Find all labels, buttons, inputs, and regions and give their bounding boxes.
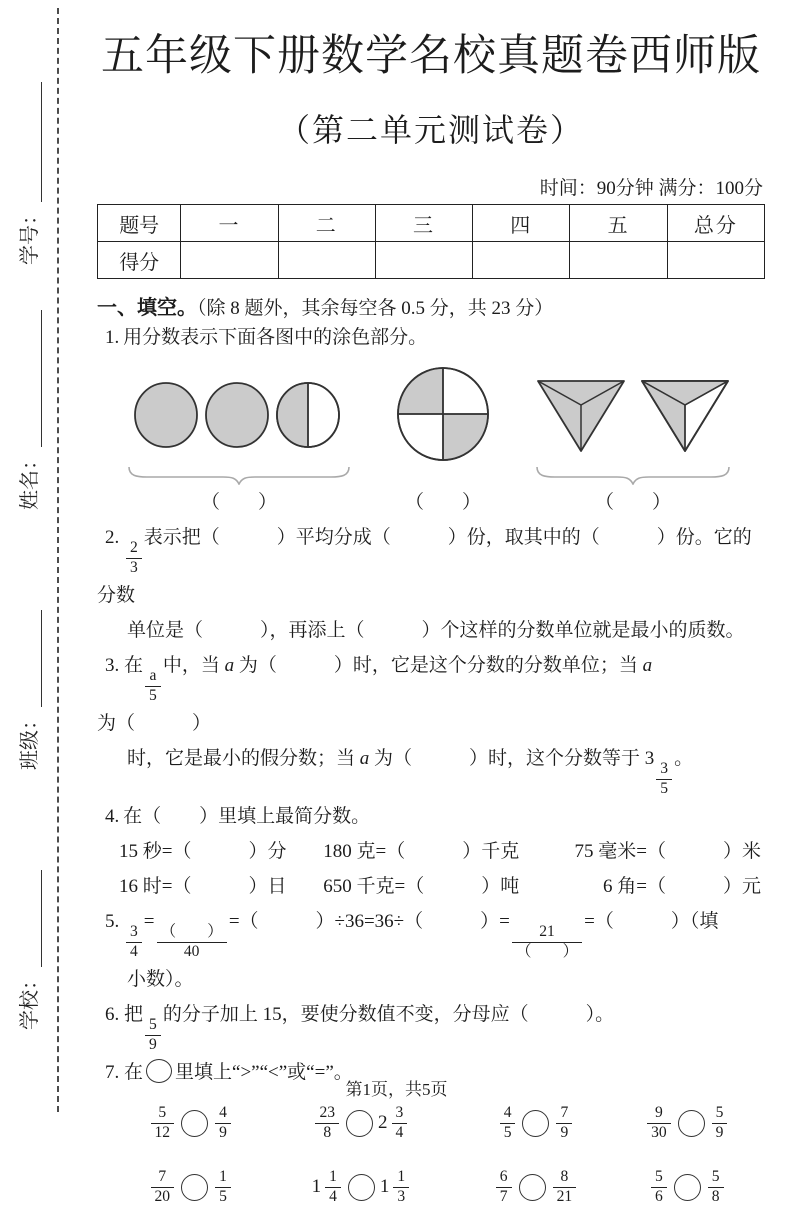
score-table-header-cell: 一 bbox=[181, 205, 278, 242]
school-label: 学校： bbox=[19, 970, 41, 1030]
fraction bbox=[151, 1168, 175, 1206]
comparison-blank-circle-icon bbox=[519, 1174, 546, 1201]
numerator: 6 bbox=[496, 1168, 512, 1188]
q3-number: 3. bbox=[105, 655, 120, 677]
fraction bbox=[215, 1104, 231, 1142]
score-cell bbox=[473, 242, 570, 279]
fraction bbox=[551, 1168, 579, 1206]
fraction bbox=[554, 1104, 574, 1142]
score-cell bbox=[375, 242, 472, 279]
score-table bbox=[97, 204, 765, 279]
q3-fraction: $\frac{a}{5}$ bbox=[145, 667, 161, 705]
figure-group-triangles bbox=[535, 365, 731, 514]
q7-number: 7. bbox=[105, 1061, 120, 1083]
section-1-heading bbox=[97, 291, 765, 320]
fraction bbox=[215, 1168, 231, 1206]
page-footer: 第1页，共5页 bbox=[345, 1080, 448, 1099]
unit-conversion-item: 16 时=（ ）日 bbox=[119, 876, 287, 897]
numerator: 4 bbox=[215, 1104, 231, 1124]
binding-line bbox=[57, 8, 59, 1112]
q7-comparison-grid bbox=[97, 1090, 765, 1207]
fraction bbox=[649, 1168, 669, 1206]
student-id-label: 学号： bbox=[19, 205, 41, 265]
triangles-graphic bbox=[535, 376, 731, 454]
numerator: 5 bbox=[712, 1104, 728, 1124]
numerator: 7 bbox=[151, 1168, 175, 1188]
question-1 bbox=[97, 320, 765, 514]
fraction bbox=[498, 1104, 518, 1142]
fraction bbox=[496, 1168, 512, 1206]
q1-blank-circles: （ ） bbox=[200, 492, 277, 514]
comparison-item bbox=[117, 1168, 264, 1206]
q5-fraction-3: $\frac{21}{( )}$ bbox=[512, 923, 582, 961]
page-title: 五年级下册数学名校真题卷西师版 bbox=[101, 33, 761, 80]
score-row-label: 得分 bbox=[98, 242, 181, 279]
unit-conversion-item: 75 毫米=（ ）米 bbox=[574, 840, 761, 862]
denominator: 5 bbox=[219, 1187, 227, 1205]
denominator: 12 bbox=[154, 1123, 171, 1141]
numerator: 1 bbox=[215, 1168, 231, 1188]
whole-number: 1 bbox=[379, 1176, 390, 1198]
page-subtitle: （第二单元测试卷） bbox=[277, 112, 584, 148]
sidebar-field-class bbox=[12, 610, 42, 770]
question-7: 7. 在 里填上“>”“<”或“=”。 $\frac{5}{12}$ $\frac{4}{9}$ $\frac{23}{8}$ 2 $\frac{3}{4}$ $\frac{4}{5}$ $\frac{7}{9}$ $\frac{9}{30}$ $\frac{5}{9}$ $\frac{7}{20}$ $\frac{1}{5}$ 1 $\frac{1}{4}$ 1 $\frac{1}{3}$ $\frac{6}{7}$ $\frac{8}{21}$ $\frac{5}{6}$ $\frac{5}{8}$ bbox=[97, 1055, 765, 1207]
comparison-blank-circle-icon bbox=[678, 1110, 705, 1137]
q5-middle: =（ ）÷36=36÷（ ）= bbox=[228, 911, 510, 933]
fraction bbox=[712, 1104, 728, 1142]
numerator: 3 bbox=[392, 1104, 408, 1124]
whole-number: 1 bbox=[311, 1176, 322, 1198]
comparison-blank-circle-icon bbox=[522, 1110, 549, 1137]
unit-conversion-item: 15 秒=（ ）分 bbox=[119, 840, 287, 862]
q1-figures bbox=[97, 365, 765, 514]
fraction bbox=[708, 1168, 724, 1206]
q2-line2: 单位是（ ），再添上（ ）个这样的分数单位就是最小的质数。 bbox=[127, 620, 745, 641]
comparison-item bbox=[458, 1168, 613, 1206]
comparison-blank-circle-icon bbox=[346, 1110, 373, 1137]
q5-fraction-2: $\frac{( )}{40}$ bbox=[157, 923, 227, 961]
denominator: 5 bbox=[503, 1123, 512, 1141]
comparison-item bbox=[117, 1104, 264, 1142]
name-label: 姓名： bbox=[19, 450, 41, 510]
fraction bbox=[392, 1104, 408, 1142]
score-cell bbox=[667, 242, 764, 279]
fraction bbox=[494, 1168, 514, 1206]
q5-line2: 小数）。 bbox=[127, 968, 194, 990]
fraction bbox=[149, 1168, 177, 1206]
question-2 bbox=[97, 520, 765, 648]
denominator: 8 bbox=[711, 1187, 720, 1205]
numerator: 9 bbox=[647, 1104, 671, 1124]
q1-blank-quarter-circle: （ ） bbox=[404, 492, 481, 514]
figure-group-quarter-circle bbox=[393, 365, 493, 514]
denominator: 9 bbox=[219, 1123, 227, 1141]
q4-text: 在（ ）里填上最简分数。 bbox=[123, 805, 371, 827]
unit-conversion-item: 650 千克=（ ）吨 bbox=[323, 876, 520, 897]
q6-number: 6. bbox=[105, 1004, 120, 1025]
score-cell bbox=[278, 242, 375, 279]
numerator: 8 bbox=[553, 1168, 577, 1188]
comparison-blank-circle-icon bbox=[674, 1174, 701, 1201]
fraction bbox=[710, 1104, 730, 1142]
numerator: 4 bbox=[500, 1104, 516, 1124]
fraction bbox=[651, 1168, 667, 1206]
mixed-number bbox=[378, 1104, 409, 1142]
quarter-circle-graphic bbox=[393, 366, 493, 464]
comparison-blank-circle-icon bbox=[181, 1110, 208, 1137]
unit-conversion-item: 6 角=（ ）元 bbox=[603, 876, 761, 897]
numerator: 5 bbox=[651, 1168, 667, 1188]
name-blank-line bbox=[38, 310, 42, 447]
comparison-item bbox=[614, 1168, 761, 1206]
fraction bbox=[149, 1104, 177, 1142]
numerator: 7 bbox=[556, 1104, 572, 1124]
q4-row bbox=[97, 869, 765, 904]
fraction bbox=[213, 1168, 233, 1206]
fraction bbox=[500, 1104, 516, 1142]
q5-fraction-1: $\frac{3}{4}$ bbox=[126, 923, 142, 961]
circles-graphic bbox=[133, 379, 345, 451]
section-1-title: 一、填空。 bbox=[97, 297, 197, 319]
fraction bbox=[706, 1168, 726, 1206]
exam-page bbox=[97, 22, 765, 1207]
q6-fraction: $\frac{5}{9}$ bbox=[145, 1016, 161, 1054]
fraction-triangles-figure bbox=[535, 365, 731, 465]
q5-number: 5. bbox=[105, 911, 120, 933]
fraction-circles-figure bbox=[133, 365, 345, 465]
fraction bbox=[213, 1104, 233, 1142]
denominator: 6 bbox=[654, 1187, 663, 1205]
denominator: 21 bbox=[556, 1187, 573, 1205]
score-table-header-cell: 五 bbox=[570, 205, 667, 242]
denominator: 20 bbox=[154, 1187, 171, 1205]
fraction bbox=[647, 1104, 671, 1142]
figure-group-circles bbox=[127, 365, 351, 514]
circles-brace-icon bbox=[127, 465, 351, 485]
q1-text: 用分数表示下面各图中的涂色部分。 bbox=[123, 327, 428, 348]
question-5: 5. $\frac{3}{4}$ = $\frac{( )}{40}$ =（ ）÷36=36÷（ ）= $\frac{21}{( )}$ =（ ）（填 小数）。 bbox=[97, 904, 765, 997]
mixed-number bbox=[312, 1168, 343, 1206]
question-3: 3. 在 $\frac{a}{5}$ 中，当 a 为（ ）时，它是这个分数的分数单位；当 a 为（ ） 时，它是最小的假分数；当 a 为（ ）时，这个分数等于 3 $\frac{3}{5}$ 。 bbox=[97, 655, 694, 798]
unit-conversion-item: 180 克=（ ）千克 bbox=[323, 840, 520, 862]
fraction bbox=[151, 1104, 175, 1142]
comparison-item bbox=[458, 1104, 613, 1142]
sidebar-field-school bbox=[12, 870, 42, 1030]
fraction bbox=[393, 1168, 409, 1206]
score-table-header-cell: 四 bbox=[473, 205, 570, 242]
q5-tail: =（ ）（填 bbox=[584, 911, 719, 933]
section-1-note: （除 8 题外，其余每空各 0.5 分，共 23 分） bbox=[197, 298, 554, 319]
fraction bbox=[553, 1168, 577, 1206]
score-table-corner-cell: 题号 bbox=[98, 205, 181, 242]
question-6: 6. 把 $\frac{5}{9}$ 的分子加上 15，要使分数值不变，分母应（ ）。 bbox=[97, 997, 765, 1055]
score-table-header-cell: 二 bbox=[278, 205, 375, 242]
q2-line1: 表示把（ ）平均分成（ ）份，取其中的（ ）份。它的分数 bbox=[97, 527, 752, 606]
denominator: 9 bbox=[560, 1123, 569, 1141]
score-cell bbox=[570, 242, 667, 279]
class-label: 班级： bbox=[19, 710, 41, 770]
q6-rest: 的分子加上 15，要使分数值不变，分母应（ ）。 bbox=[162, 1004, 615, 1025]
numerator: 5 bbox=[151, 1104, 175, 1124]
mixed-number bbox=[380, 1168, 411, 1206]
denominator: 8 bbox=[323, 1123, 332, 1141]
score-cell bbox=[181, 242, 278, 279]
q4-row bbox=[97, 834, 765, 869]
fraction-quarter-circle-figure bbox=[393, 365, 493, 465]
score-table-header-row bbox=[98, 205, 765, 242]
triangles-brace-icon bbox=[535, 465, 731, 485]
school-blank-line bbox=[38, 870, 42, 967]
variable-a: a bbox=[642, 655, 653, 677]
q3-mixed-fraction: $\frac{3}{5}$ bbox=[656, 760, 672, 798]
fraction bbox=[315, 1104, 339, 1142]
comparison-item bbox=[614, 1104, 761, 1142]
question-4 bbox=[97, 799, 765, 904]
q2-fraction: $\frac{2}{3}$ bbox=[126, 539, 142, 577]
fraction bbox=[556, 1104, 572, 1142]
numerator: 5 bbox=[708, 1168, 724, 1188]
numerator: 1 bbox=[393, 1168, 409, 1188]
comparison-item bbox=[264, 1168, 458, 1206]
sidebar-field-name bbox=[12, 310, 42, 510]
fraction bbox=[313, 1104, 341, 1142]
numerator: 23 bbox=[315, 1104, 339, 1124]
comparison-blank-circle-icon bbox=[348, 1174, 375, 1201]
denominator: 9 bbox=[715, 1123, 724, 1141]
exam-info: 时间：90分钟 满分：100分 bbox=[539, 178, 763, 199]
comparison-blank-circle-icon bbox=[181, 1174, 208, 1201]
sidebar-field-student-id bbox=[12, 82, 42, 265]
q1-blank-triangles: （ ） bbox=[594, 492, 671, 514]
denominator: 4 bbox=[395, 1123, 404, 1141]
denominator: 30 bbox=[651, 1123, 667, 1141]
score-table-header-cell: 总分 bbox=[667, 205, 764, 242]
denominator: 3 bbox=[397, 1187, 406, 1205]
q4-rows bbox=[97, 834, 765, 904]
q2-number: 2. bbox=[105, 527, 120, 549]
q4-number: 4. bbox=[105, 805, 120, 827]
denominator: 4 bbox=[329, 1187, 337, 1205]
variable-a: a bbox=[359, 748, 370, 769]
student-id-blank-line bbox=[38, 82, 42, 202]
score-table-header-cell: 三 bbox=[375, 205, 472, 242]
fraction bbox=[645, 1104, 673, 1142]
whole-number: 2 bbox=[378, 1112, 388, 1134]
q1-number: 1. bbox=[105, 327, 120, 348]
score-table-score-row bbox=[98, 242, 765, 279]
q7-text: 里填上“>”“<”或“=”。 bbox=[175, 1061, 353, 1083]
variable-a: a bbox=[224, 655, 235, 677]
fraction bbox=[325, 1168, 341, 1206]
denominator: 7 bbox=[499, 1187, 508, 1205]
class-blank-line bbox=[38, 610, 42, 707]
comparison-item bbox=[264, 1104, 458, 1142]
numerator: 1 bbox=[325, 1168, 341, 1188]
